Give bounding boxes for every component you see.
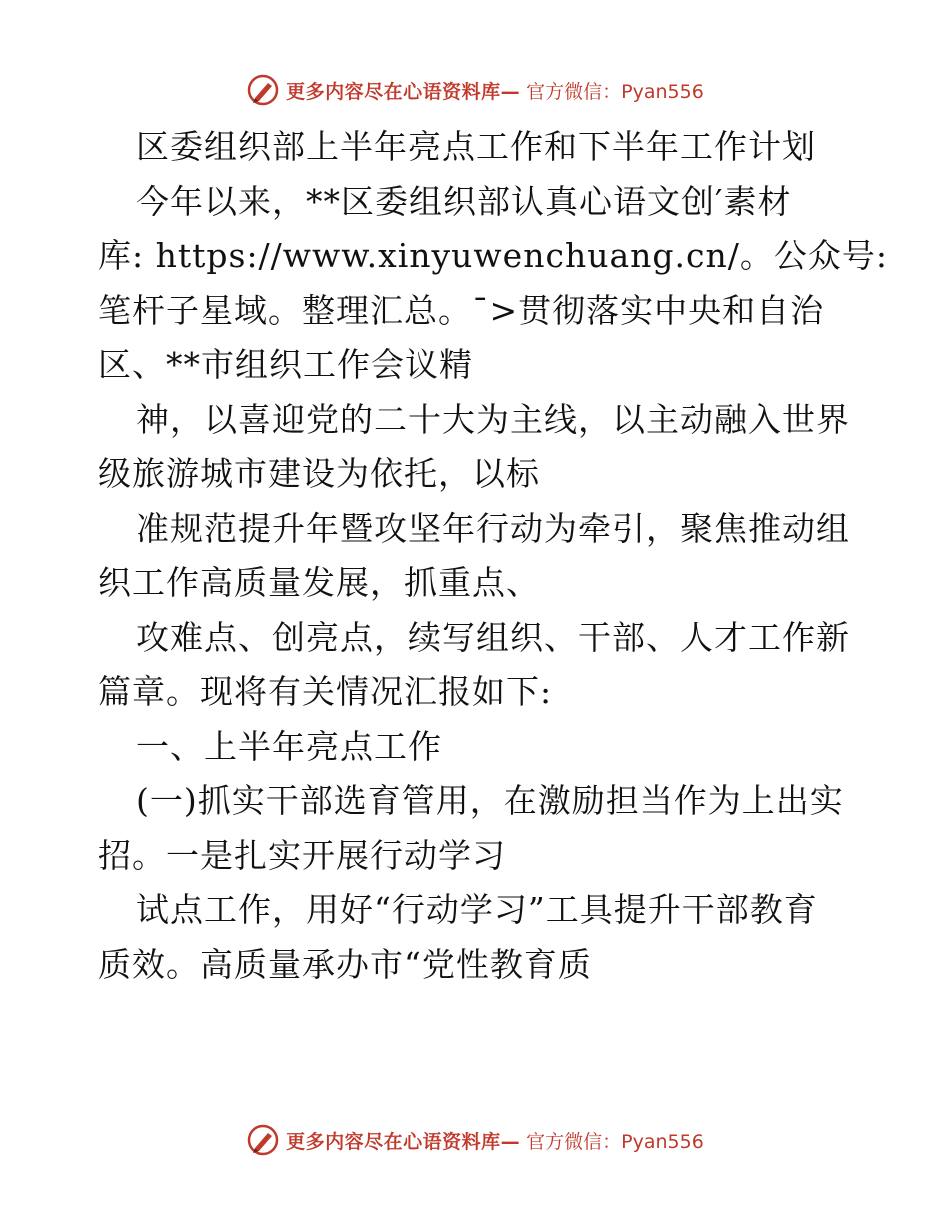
text-line: 准规范提升年暨攻坚年行动为牵引，聚焦推动组: [136, 508, 850, 548]
text-line: 库: https://www.xinyuwenchuang.cn/。公众号:: [98, 236, 888, 275]
header-banner-wechat: 官方微信：Pyan556: [526, 80, 704, 103]
text-line: 神，以喜迎党的二十大为主线，以主动融入世界: [136, 399, 850, 439]
text-line: 今年以来，**区委组织部认真心语文创′素材: [136, 181, 792, 221]
subsection-heading: (一)抓实干部选育管用，在激励担当作为上出实: [136, 781, 844, 820]
text-line: 攻难点、创亮点，续写组织、干部、人才工作新: [136, 617, 850, 657]
footer-banner: [0, 1120, 950, 1160]
footer-banner-text: 更多内容尽在心语资料库—: [286, 1130, 521, 1153]
text-line: 质效。高质量承办市“党性教育质: [98, 944, 592, 984]
text-line: 织工作高质量发展，抓重点、: [98, 563, 540, 602]
text-line: 篇章。现将有关情况汇报如下:: [98, 672, 553, 711]
pen-logo-icon: [246, 1123, 280, 1157]
pen-logo-icon: [246, 73, 280, 107]
section-heading: 一、上半年亮点工作: [136, 726, 442, 766]
footer-banner-wechat: 官方微信：Pyan556: [526, 1130, 704, 1153]
text-line: 招。一是扎实开展行动学习: [98, 835, 506, 875]
text-line: 笔杆子星域。整理汇总。¯>贯彻落实中央和自治: [98, 290, 825, 330]
text-line: 级旅游城市建设为依托，以标: [98, 454, 540, 493]
document-body: [98, 120, 888, 992]
header-banner: [0, 70, 950, 110]
header-banner-text: 更多内容尽在心语资料库—: [286, 80, 521, 103]
text-line: 区、**市组织工作会议精: [98, 345, 473, 384]
document-title: 区委组织部上半年亮点工作和下半年工作计划: [136, 127, 816, 166]
text-line: 试点工作，用好“行动学习”工具提升干部教育: [136, 890, 818, 929]
